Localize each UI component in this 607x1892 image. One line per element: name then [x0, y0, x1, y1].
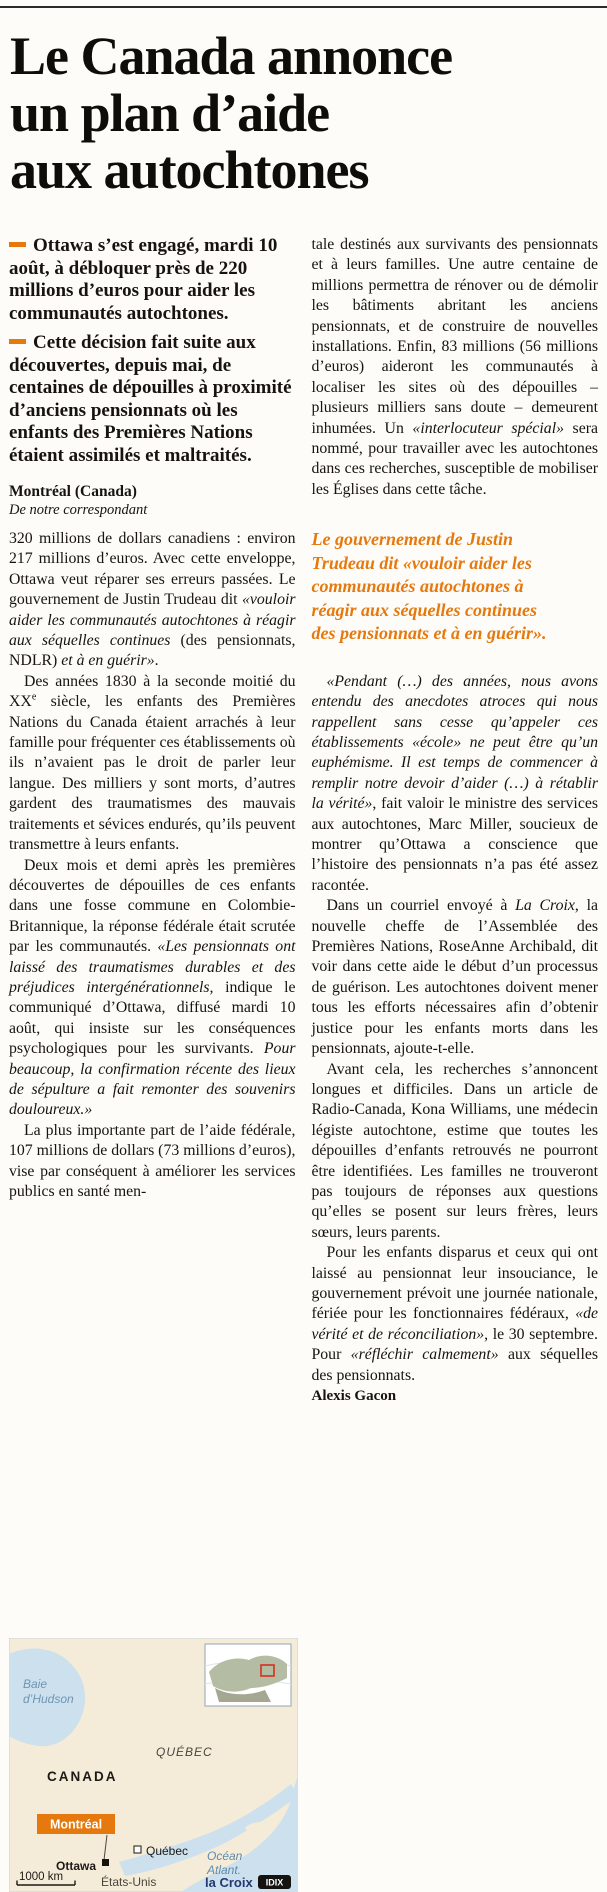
- map-label-ocean: Atlant.: [207, 1863, 242, 1877]
- map-label-montreal: Montréal: [49, 1817, 103, 1832]
- locator-map: [9, 1624, 296, 1892]
- article-paragraph: La plus importante part de l’aide fédérale, 107 millions de dollars (73 millions d’euros), vise par conséquent à améliorer les services publics en santé men-: [9, 1121, 296, 1200]
- correspondent-note: De notre correspondant: [9, 502, 148, 518]
- page-top-rule: [0, 6, 607, 8]
- headline: [0, 28, 607, 199]
- map-label-ottawa: Ottawa: [56, 1859, 97, 1873]
- dateline: Montréal (Canada): [9, 483, 137, 500]
- map-label-country: CANADA: [47, 1769, 118, 1784]
- standfirst-text: Ottawa s’est engagé, mardi 10 août, à débloquer près de 220 millions d’euros pour aider les communautés autochtones.: [9, 235, 278, 324]
- map-label-quebec: Québec: [146, 1844, 189, 1858]
- author-signature: Alexis Gacon: [311, 1388, 397, 1404]
- byline: [9, 482, 296, 519]
- orange-dash-icon: [9, 339, 26, 344]
- map-label-bay: d’Hudson: [23, 1692, 74, 1706]
- standfirst-item: [9, 235, 296, 325]
- lacroix-logo: la Croix: [205, 1875, 253, 1890]
- right-column: [312, 235, 599, 1892]
- idix-logo: [258, 1875, 291, 1889]
- scale-label: 1000 km: [19, 1871, 64, 1883]
- headline-line-2: un plan d’aide: [10, 83, 330, 143]
- ottawa-marker: [102, 1859, 109, 1866]
- article-paragraph: Des années 1830 à la seconde moitié du XXe siècle, les enfants des Premières Nations du Canada étaient arrachés à leur famille pour fréquenter ces établissements où ils n’avaient pas le droit de parler leur langue. Des milliers y sont morts, d’autres gardent des traumatismes des mauvais traitements et sévices endurés, qu’ils peuvent transmettre à leurs enfants.: [9, 672, 296, 854]
- headline-line-3: aux autochtones: [10, 140, 369, 200]
- headline-line-1: Le Canada annonce: [10, 26, 453, 86]
- article-paragraph: «Pendant (…) des années, nous avons entendu des anecdotes atroces qui nous rappellent sans cesse qu’appeler ces établissements «école» ne peut être qu’un euphémisme. Il est temps de commencer à remplir notre devoir d’aider (…) à rétablir la vérité», fait valoir le ministre des services aux autochtones, Marc Miller, soucieux de montrer qu’Ottawa a conscience que l’histoire des pensionnats n’a pas été assez racontée.: [311, 672, 598, 894]
- map-label-bay: Baie: [23, 1677, 48, 1691]
- article-paragraph: Avant cela, les recherches s’annoncent longues et difficiles. Dans un article de Radio-Canada, Kona Williams, une médecin légiste autochtone, estime que toutes les dépouilles d’enfants retrouvés ne pourront être identifiées. Les familles ne trouveront pas toujours de réponses aux questions qu’elles se posent sur leurs frères, leurs sœurs, leurs parents.: [311, 1060, 598, 1241]
- standfirst-item: [9, 332, 296, 467]
- standfirst: [9, 235, 296, 467]
- article-paragraph: Pour les enfants disparus et ceux qui ont laissé au pensionnat leur insouciance, le gouvernement prévoit une journée nationale, fériée pour les fonctionnaires fédéraux, «de vérité et de réconciliation», le 30 septembre. Pour «réfléchir calmement» aux séquelles des pensionnats.: [311, 1244, 598, 1384]
- article-paragraph: tale destinés aux survivants des pensionnats et à leurs familles. Une autre centaine de millions permettra de rénover ou de démolir les bâtiments abritant les anciens pensionnats, et de construire de nouvelles installations. Enfin, 83 millions (56 millions d’euros) aideront les communautés à localiser les sites où des dépouilles – plusieurs milliers sans doute – demeurent inhumées. Un «interlocuteur spécial» sera nommé, pour travailler avec les autochtones dans ces recherches, susceptible de mobiliser les Églises dans cette tâche.: [311, 236, 598, 498]
- article-paragraph: 320 millions de dollars canadiens : environ 217 millions d’euros. Avec cette enveloppe, Ottawa veut réparer ses erreurs passées. Le gouvernement de Justin Trudeau dit «vouloir aider les communautés autochtones à réagir aux séquelles continues (des pensionnats, NDLR) et à en guérir».: [9, 530, 296, 670]
- left-column: [9, 235, 296, 1892]
- map-label-province: QUÉBEC: [156, 1745, 213, 1759]
- article-columns: [0, 235, 607, 1892]
- inset-map: [205, 1644, 291, 1706]
- map-label-usa: États-Unis: [101, 1875, 157, 1889]
- map-label-ocean: Océan: [207, 1849, 243, 1863]
- quebec-marker: [134, 1846, 141, 1853]
- pull-quote: Le gouvernement de Justin Trudeau dit «vouloir aider les communautés autochtones à réagir aux séquelles continues des pensionnats et à en guérir».: [311, 529, 547, 644]
- svg-text:IDIX: IDIX: [265, 1877, 284, 1888]
- standfirst-text: Cette décision fait suite aux découvertes, depuis mai, de centaines de dépouilles à proximité d’anciens pensionnats où les enfants des Premières Nations étaient assimilés et maltraités.: [9, 332, 292, 466]
- article-paragraph: Deux mois et demi après les premières découvertes de dépouilles de ces enfants dans une fosse commune en Colombie-Britannique, la réponse fédérale était scrutée par les communautés. «Les pensionnats ont laissé des traumatismes durables et des préjudices intergénérationnels, indique le communiqué d’Ottawa, diffusé mardi 10 août, qui insiste sur les conséquences psychologiques pour les survivants. Pour beaucoup, la confirmation récente des lieux de sépulture a fait remonter des souvenirs douloureux.»: [9, 856, 296, 1119]
- orange-dash-icon: [9, 242, 26, 247]
- article-paragraph: Dans un courriel envoyé à La Croix, la nouvelle cheffe de l’Assemblée des Premières Nations, RoseAnne Archibald, dit voir dans cette aide le début d’un processus de guérison. Les autochtones doivent mener tous les efforts nécessaires afin d’obtenir justice pour les enfants morts dans les pensionnats, ajoute-t-elle.: [311, 897, 598, 1058]
